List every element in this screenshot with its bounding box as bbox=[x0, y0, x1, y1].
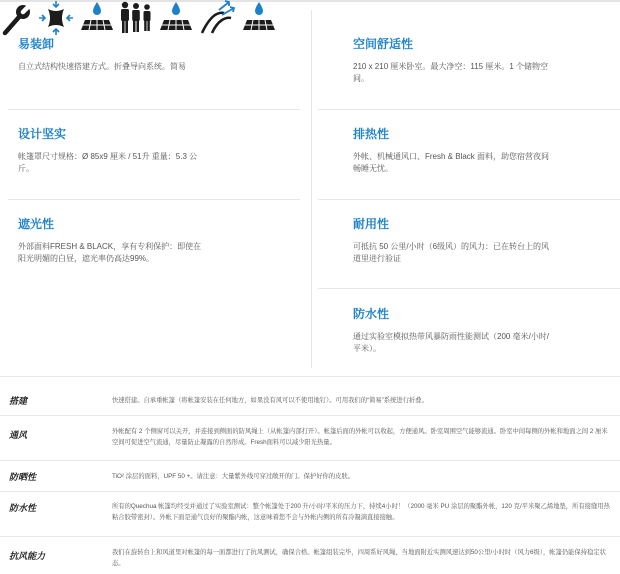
spec-row-setup bbox=[0, 376, 620, 412]
feature-design bbox=[18, 125, 208, 175]
feature-durability bbox=[353, 215, 549, 265]
spec-label: 防水性 bbox=[9, 503, 37, 513]
spec-row-wind bbox=[0, 536, 620, 574]
column-divider bbox=[311, 10, 312, 368]
feature-blackout bbox=[18, 215, 208, 265]
spec-text: TiO² 涂层的面料，UPF 50 +。请注意：大量紫外线可穿过敞开的门。保护好你的皮肤。 bbox=[112, 473, 355, 480]
feature-divider bbox=[8, 199, 300, 200]
fabric-drop-icon bbox=[79, 0, 115, 36]
compact-pack-icon bbox=[38, 0, 74, 36]
wind-test-icon bbox=[198, 0, 236, 36]
spec-row-ventilation bbox=[0, 415, 620, 463]
feature-desc: 自立式结构快速搭建方式。折叠导向系统。简易 bbox=[18, 62, 186, 71]
feature-divider bbox=[318, 288, 620, 289]
feature-title: 排热性 bbox=[353, 127, 390, 141]
spec-label: 防晒性 bbox=[9, 472, 37, 482]
spec-row-sunscreen bbox=[0, 460, 620, 492]
spec-label: 搭建 bbox=[9, 396, 28, 406]
feature-title: 耐用性 bbox=[353, 217, 390, 231]
spec-label: 通风 bbox=[9, 430, 28, 440]
feature-comfort bbox=[353, 35, 549, 85]
spec-text: 我们在旋转台上和风道里对帐篷的每一面都进行了抗风测试，确保合格。帐篷组装完毕，四周系好风绳，当地面附近实测风速达到50公里/小时时（风力6级），帐篷仍能保持稳定状态。 bbox=[112, 549, 606, 567]
fabric-drop-icon bbox=[158, 0, 194, 36]
feature-desc: 可抵抗 50 公里/小时（6级风）的风力：已在转台上的风道里进行验证 bbox=[353, 242, 550, 263]
feature-divider bbox=[318, 199, 620, 200]
spec-text: 所有的Quechua 帐篷均经受并通过了实验室测试：整个帐篷处于200 升/小时/平米的压力下，持续4小时！（2000 毫米 PU 涂层的聚酯外帐，120 克/平米聚乙烯地垫，所有接缝用热粘合胶带密封）。外帐下面是通气良好的聚酯内帐，这意味着您不会与外帐内侧的所有冷凝滴直接接触。 bbox=[112, 503, 610, 521]
feature-divider bbox=[318, 109, 620, 110]
feature-title: 防水性 bbox=[353, 307, 390, 321]
spec-text: 快速搭建。自承重帐篷（将帐篷安装在任何地方，如果没有风可以不使用地钉）。可用我们的“简易”系统进行折叠。 bbox=[112, 397, 428, 404]
feature-desc: 210 x 210 厘米卧室。最大净空：115 厘米。1 个储物空间。 bbox=[353, 62, 549, 83]
spec-label: 抗风能力 bbox=[9, 551, 46, 561]
feature-title: 空间舒适性 bbox=[353, 37, 414, 51]
feature-title: 设计坚实 bbox=[18, 127, 67, 141]
feature-desc: 外帐、机械通风口、Fresh & Black 面料，助您宿营夜间畅睡无忧。 bbox=[353, 152, 550, 173]
feature-waterproof bbox=[353, 305, 549, 355]
feature-desc: 通过实验室模拟热带风暴防雨性能测试（200 毫米/小时/平米）。 bbox=[353, 332, 550, 353]
feature-title: 易装卸 bbox=[18, 37, 55, 51]
fabric-drop-icon bbox=[241, 0, 277, 36]
feature-desc: 帐篷罩尺寸规格：Ø 85x9 厘米 / 51升 重量：5.3 公斤。 bbox=[18, 152, 198, 173]
people-icon bbox=[119, 0, 153, 36]
feature-easy-setup bbox=[18, 35, 208, 73]
feature-title: 遮光性 bbox=[18, 217, 55, 231]
spec-row-waterproof bbox=[0, 491, 620, 537]
wrench-icon bbox=[0, 2, 34, 36]
feature-heat bbox=[353, 125, 549, 175]
feature-desc: 外部面料FRESH & BLACK，享有专利保护：即使在阳光明媚的白昼，遮光率仍高达99%。 bbox=[18, 242, 202, 263]
feature-divider bbox=[8, 109, 300, 110]
spec-text: 外帐配有 2 个侧窗可以关开，并连接到侧面的防风绳上（从帐篷内部打开）。帐篷后面的外帐可以收起，方便通风。卧室周围空气能够流通。卧室中间每侧的外帐和地面之间 2 厘米空间可促进空气流通，尽量防止凝露的自然形成。Fresh面料可以减少阳光热量。 bbox=[112, 428, 608, 446]
